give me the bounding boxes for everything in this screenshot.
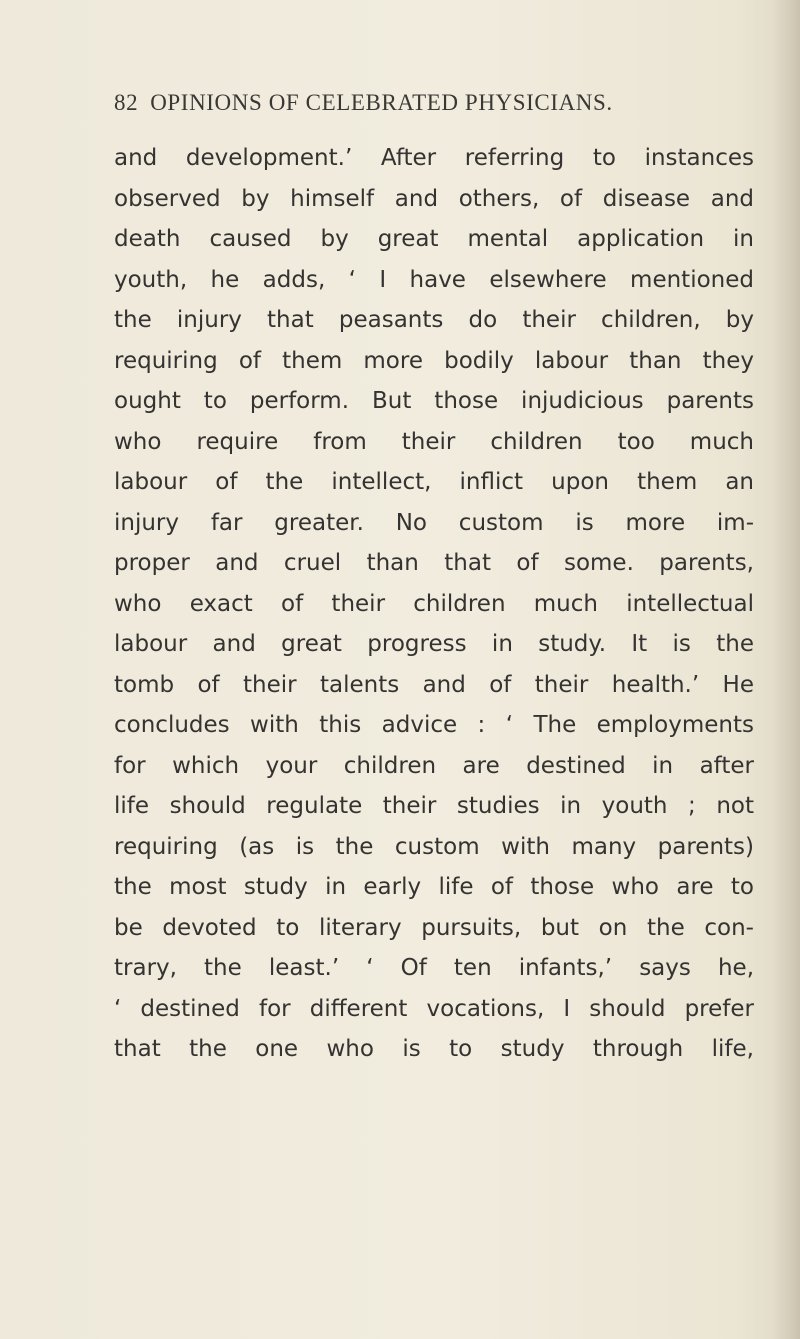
text-line: the injury that peasants do their children, by xyxy=(114,307,754,333)
running-title: OPINIONS OF CELEBRATED PHYSICIANS. xyxy=(150,90,613,115)
text-line: who require from their children too much xyxy=(114,428,754,455)
text-line: that the one who is to study through life, xyxy=(114,1036,754,1062)
text-line: be devoted to literary pursuits, but on the con- xyxy=(114,914,754,941)
text-line: labour and great progress in study. It is the xyxy=(114,631,754,657)
text-line: observed by himself and others, of disease and xyxy=(114,185,754,212)
text-line: trary, the least.’ ‘ Of ten infants,’ says he, xyxy=(114,955,754,981)
text-line: tomb of their talents and of their health.’ He xyxy=(114,671,754,698)
text-line: requiring (as is the custom with many parents) xyxy=(114,833,754,860)
text-line: and development.’ After referring to instances xyxy=(114,145,754,171)
text-line: the most study in early life of those who are to xyxy=(114,874,754,900)
text-line: injury far greater. No custom is more im- xyxy=(114,509,754,536)
page-number: 82 xyxy=(114,90,139,115)
text-line: proper and cruel than that of some. parents, xyxy=(114,550,754,576)
text-line: life should regulate their studies in youth ; not xyxy=(114,793,754,819)
page-edge-shadow xyxy=(772,0,800,1339)
text-line: death caused by great mental application in xyxy=(114,226,754,252)
text-line: ‘ destined for different vocations, I should prefer xyxy=(114,995,754,1022)
body-paragraph xyxy=(114,138,754,1070)
text-line: labour of the intellect, inflict upon them an xyxy=(114,469,754,495)
text-line: youth, he adds, ‘ I have elsewhere mentioned xyxy=(114,266,754,293)
text-line: who exact of their children much intellectual xyxy=(114,590,754,617)
text-line: requiring of them more bodily labour than they xyxy=(114,347,754,374)
text-line: ought to perform. But those injudicious parents xyxy=(114,388,754,414)
page-header xyxy=(114,90,714,120)
text-line: for which your children are destined in after xyxy=(114,752,754,779)
text-line: concludes with this advice : ‘ The employments xyxy=(114,712,754,738)
